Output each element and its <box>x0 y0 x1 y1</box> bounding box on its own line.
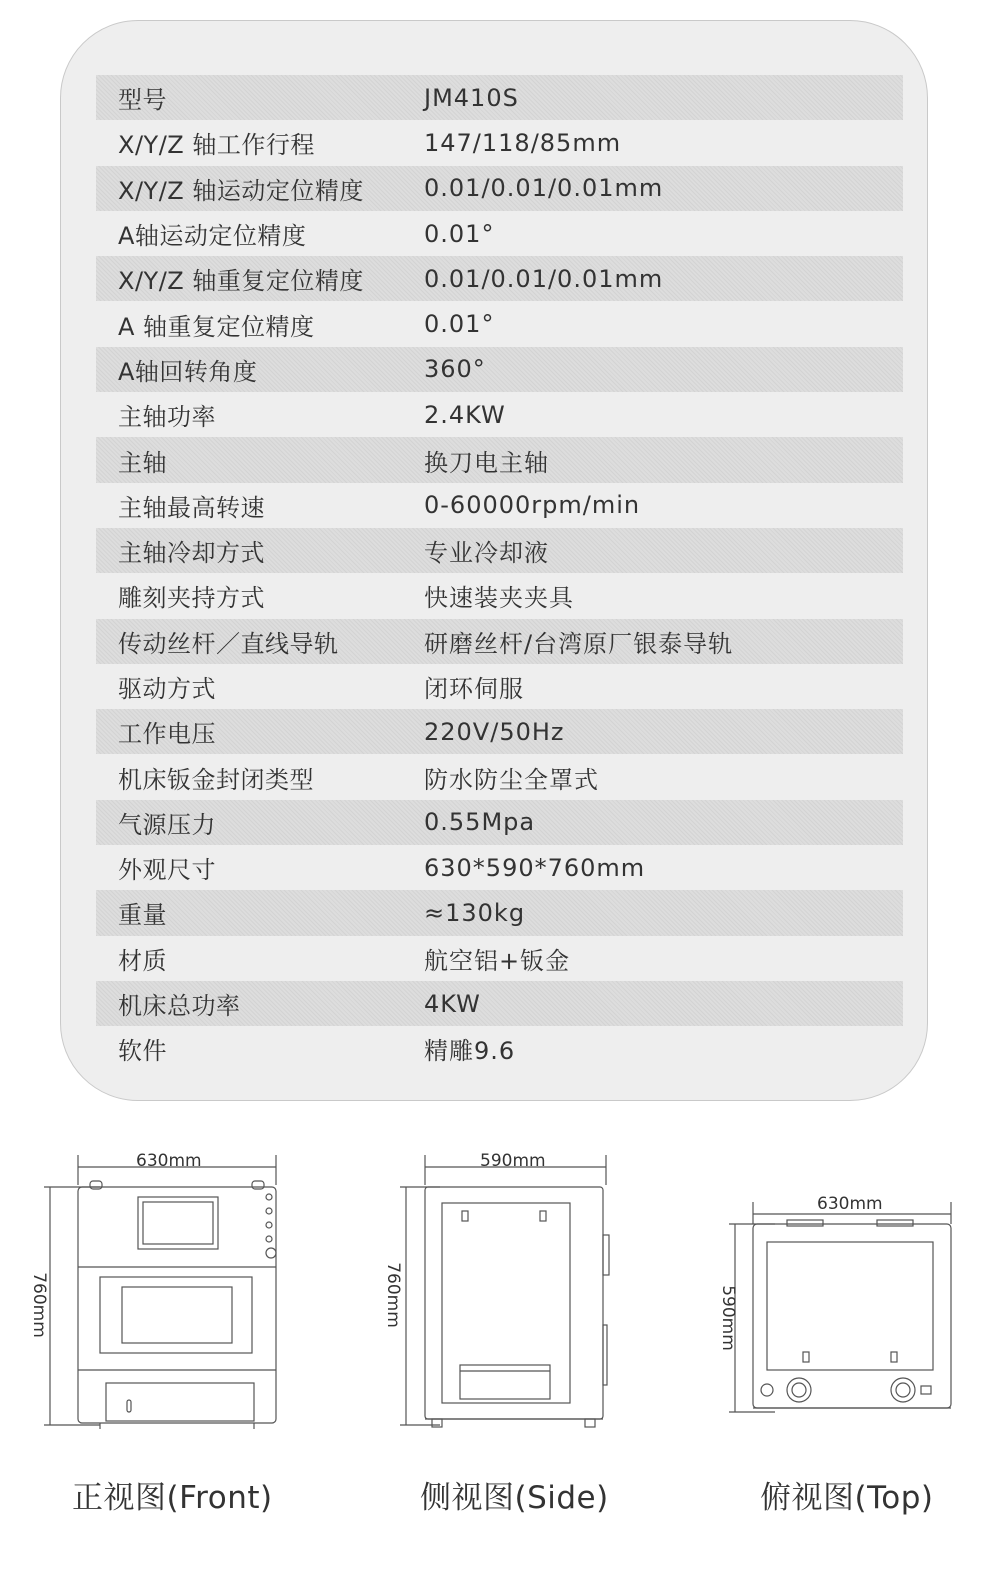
front-height-dim: 760mm <box>28 1272 49 1338</box>
spec-row <box>96 483 903 528</box>
spec-row <box>96 392 903 437</box>
spec-label: 雕刻夹持方式 <box>118 584 265 613</box>
spec-label: 软件 <box>118 1037 167 1066</box>
spec-label: 驱动方式 <box>118 675 216 703</box>
spec-row <box>96 75 903 120</box>
side-view-caption: 侧视图(Side) <box>420 1480 609 1516</box>
spec-value: 专业冷却液 <box>424 539 549 568</box>
spec-value: 精雕9.6 <box>424 1037 516 1066</box>
front-view-caption: 正视图(Front) <box>72 1480 273 1516</box>
spec-value: 0.55Mpa <box>424 808 536 837</box>
spec-label: 材质 <box>118 946 167 975</box>
spec-label: 工作电压 <box>118 720 216 749</box>
spec-label: 重量 <box>118 901 167 930</box>
spec-table <box>96 75 903 1072</box>
spec-row <box>96 709 903 754</box>
spec-value: 快速装夹夹具 <box>424 584 574 613</box>
spec-row <box>96 166 903 211</box>
spec-value: ≈130kg <box>424 898 526 927</box>
spec-value: 147/118/85mm <box>424 128 622 157</box>
spec-value: 换刀电主轴 <box>424 448 549 477</box>
spec-row <box>96 619 903 664</box>
spec-row <box>96 981 903 1026</box>
spec-value: 4KW <box>424 989 481 1018</box>
side-height-dim: 760mm <box>382 1262 403 1328</box>
spec-row <box>96 1026 903 1071</box>
spec-label: A轴回转角度 <box>118 357 258 386</box>
spec-label: 主轴冷却方式 <box>118 539 265 568</box>
spec-row <box>96 528 903 573</box>
spec-label: 机床钣金封闭类型 <box>118 765 314 794</box>
spec-value: 0.01/0.01/0.01mm <box>424 174 664 203</box>
spec-row <box>96 347 903 392</box>
spec-row <box>96 890 903 935</box>
top-view-caption: 俯视图(Top) <box>760 1480 934 1516</box>
spec-value: 630*590*760mm <box>424 853 646 882</box>
spec-row <box>96 256 903 301</box>
spec-value: 闭环伺服 <box>424 675 524 703</box>
spec-label: X/Y/Z 轴运动定位精度 <box>118 176 364 205</box>
side-view <box>380 1145 630 1445</box>
spec-value: 研磨丝杆/台湾原厂银泰导轨 <box>424 629 734 658</box>
spec-value: 0.01/0.01/0.01mm <box>424 264 664 293</box>
spec-row <box>96 800 903 845</box>
spec-value: 0.01° <box>424 219 495 248</box>
spec-row <box>96 437 903 482</box>
spec-value: 0-60000rpm/min <box>424 491 641 520</box>
top-height-dim: 590mm <box>717 1285 738 1351</box>
spec-label: 主轴 <box>118 448 167 477</box>
spec-label: A 轴重复定位精度 <box>118 312 315 341</box>
spec-label: X/Y/Z 轴重复定位精度 <box>118 267 364 296</box>
spec-value: 220V/50Hz <box>424 717 565 746</box>
side-width-dim: 590mm <box>480 1151 546 1171</box>
spec-label: 传动丝杆／直线导轨 <box>118 629 339 658</box>
top-width-dim: 630mm <box>817 1194 883 1214</box>
spec-row <box>96 120 903 165</box>
front-width-dim: 630mm <box>136 1151 202 1171</box>
spec-row <box>96 845 903 890</box>
spec-value: 航空铝+钣金 <box>424 946 571 975</box>
spec-row <box>96 664 903 709</box>
spec-label: 外观尺寸 <box>118 856 216 885</box>
spec-value: JM410S <box>424 83 519 112</box>
spec-label: 主轴最高转速 <box>118 493 265 522</box>
front-view <box>30 1145 300 1445</box>
spec-value: 360° <box>424 355 486 384</box>
spec-label: A轴运动定位精度 <box>118 222 307 251</box>
spec-label: 型号 <box>118 86 167 115</box>
top-view <box>715 1190 975 1430</box>
spec-row <box>96 573 903 618</box>
spec-label: 气源压力 <box>118 810 216 839</box>
spec-label: 主轴功率 <box>118 403 216 432</box>
spec-label: X/Y/Z 轴工作行程 <box>118 131 315 160</box>
spec-label: 机床总功率 <box>118 992 241 1021</box>
spec-row <box>96 754 903 799</box>
spec-row <box>96 301 903 346</box>
spec-value: 2.4KW <box>424 400 506 429</box>
spec-value: 0.01° <box>424 310 495 339</box>
spec-value: 防水防尘全罩式 <box>424 765 599 794</box>
spec-row <box>96 936 903 981</box>
spec-row <box>96 211 903 256</box>
